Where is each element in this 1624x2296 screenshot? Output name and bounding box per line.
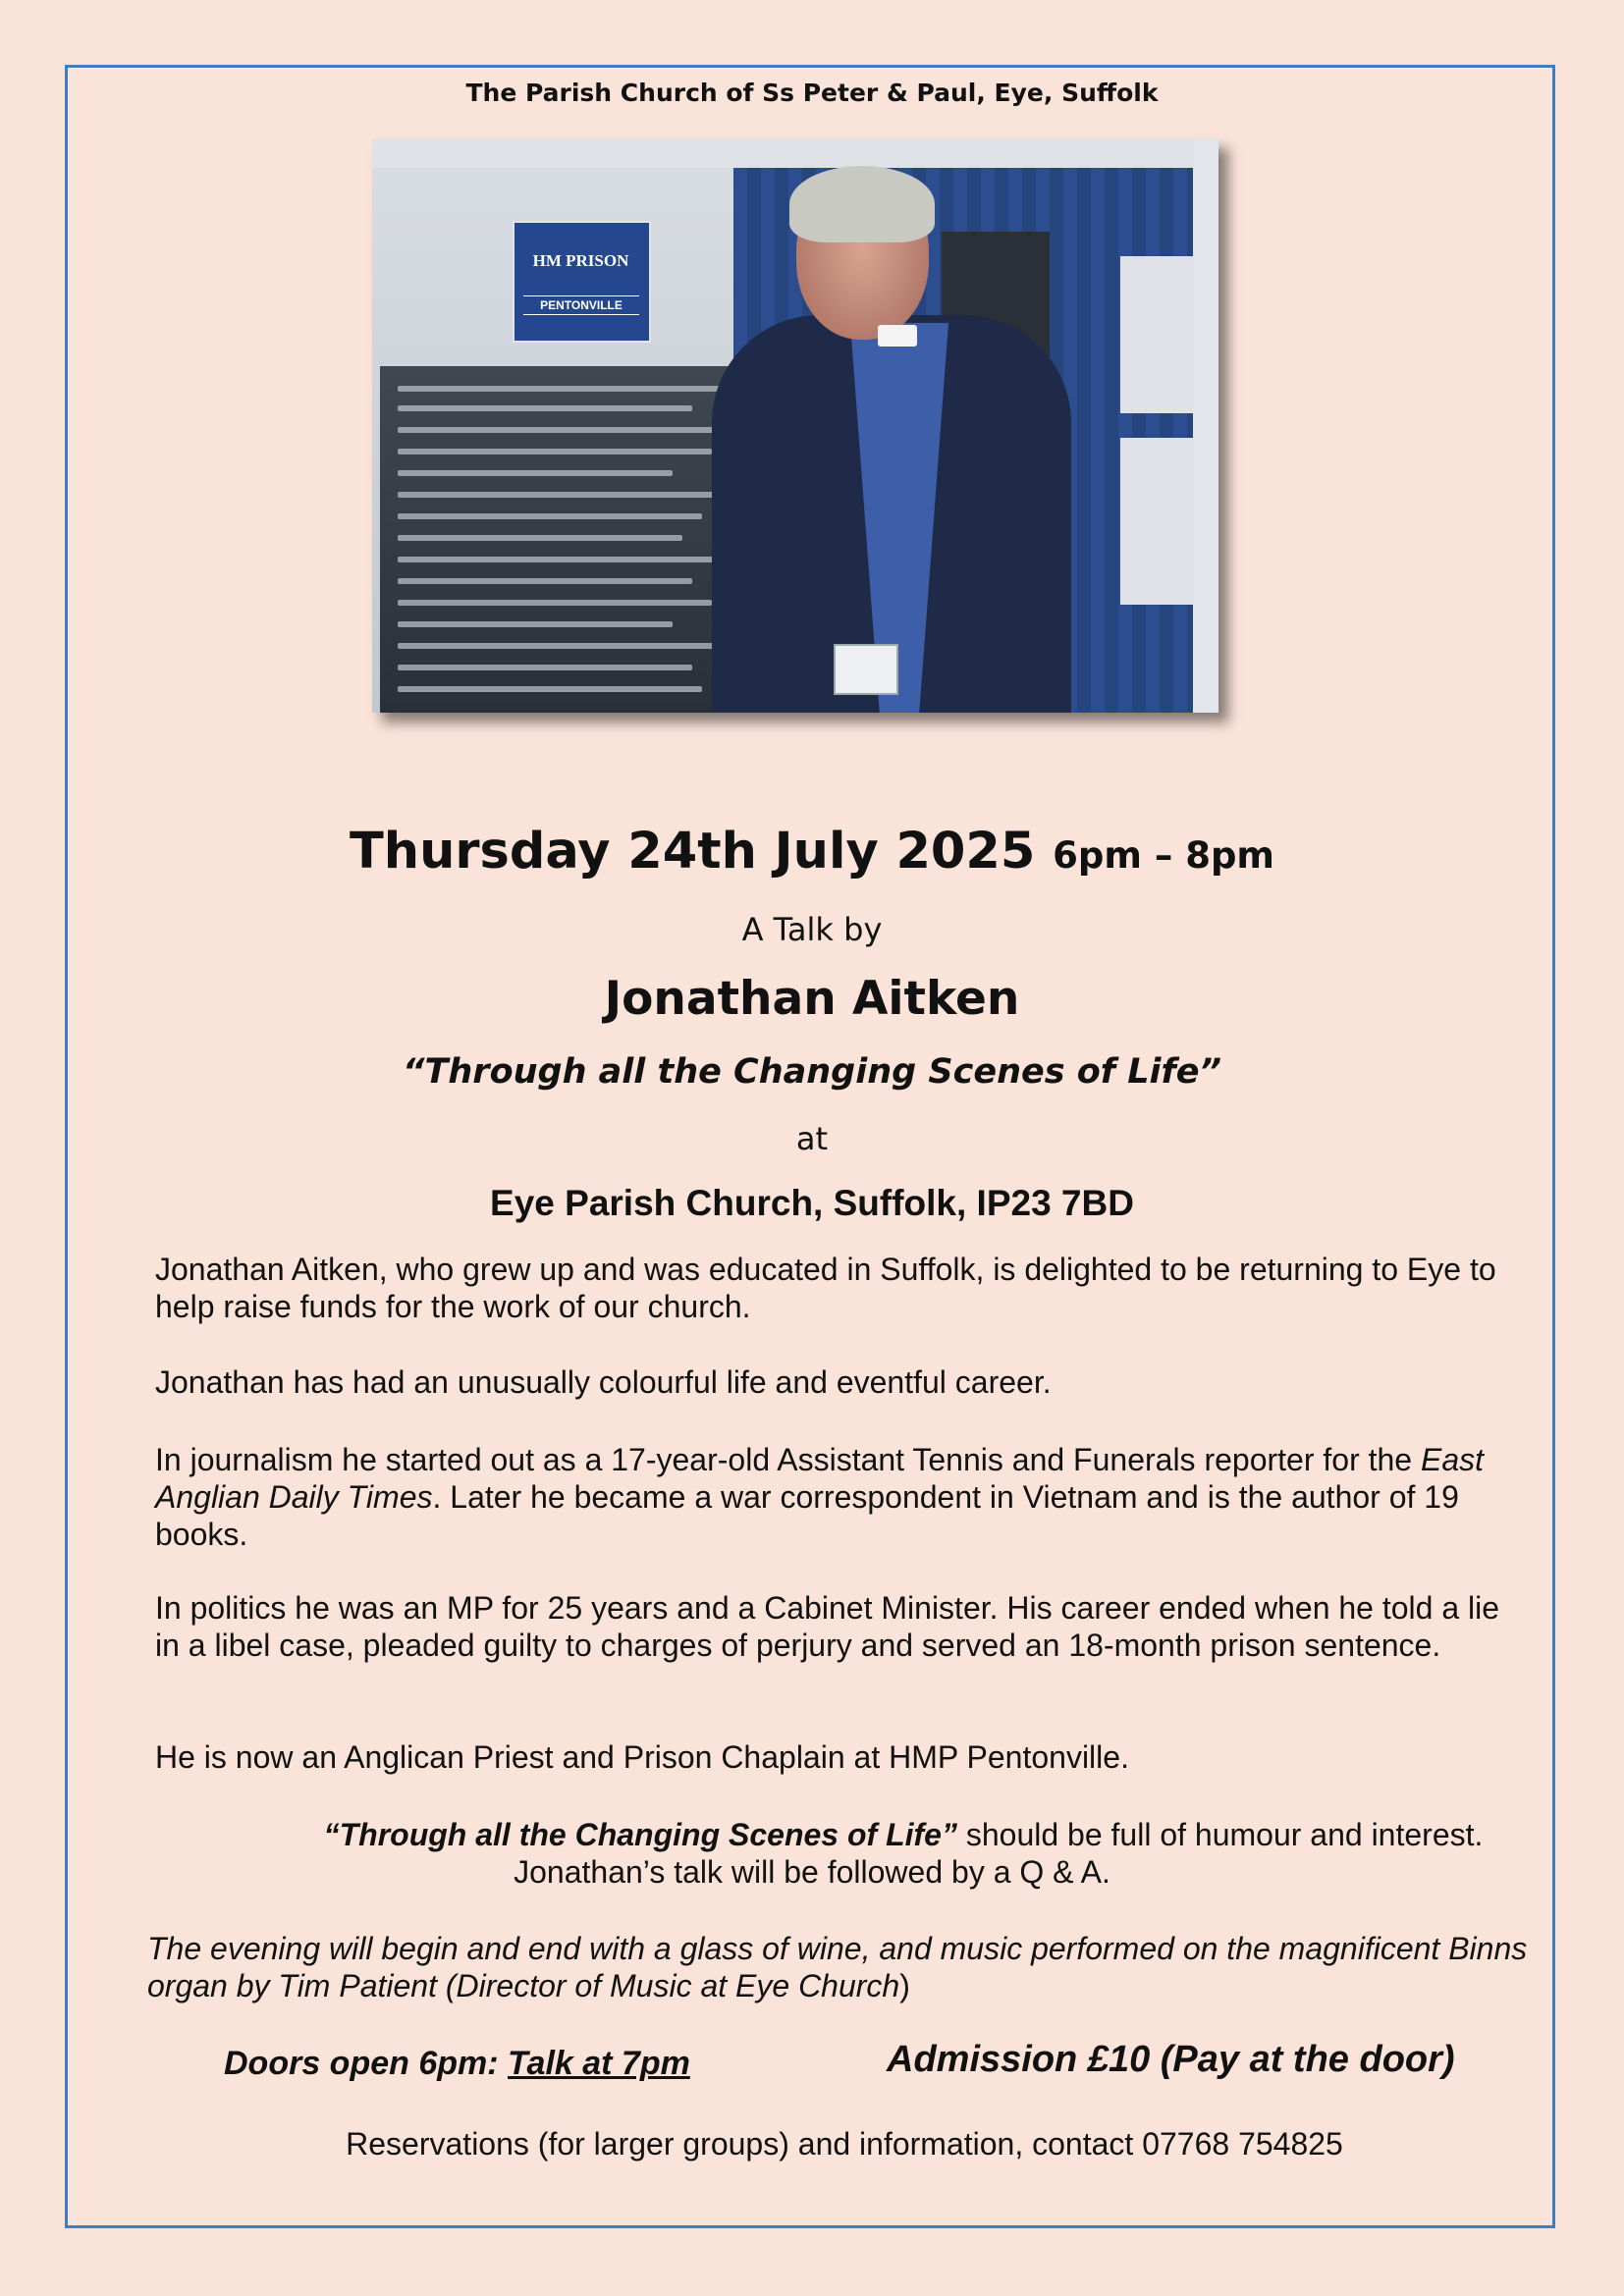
reservations: Reservations (for larger groups) and information, contact 07768 754825 [346,2126,1343,2162]
newspaper-name: East Anglian Daily Times [155,1442,1485,1515]
admission: Admission £10 (Pay at the door) [887,2039,1455,2080]
speaker-photo [372,138,1218,713]
paragraph-intro: Jonathan Aitken, who grew up and was educated in Suffolk, is delighted to be returning to Eye to help raise funds for the work of our church. [155,1252,1496,1324]
photo-trim-right [1193,138,1218,713]
notice-sheet-right [1120,256,1193,413]
lanyard-badge [834,644,898,695]
church-header: The Parish Church of Ss Peter & Paul, Eye, Suffolk [465,79,1159,107]
journalism-text-b: . Later he became a war correspondent in Vietnam and is the author of 19 books. [155,1479,1459,1552]
talk-time: Talk at 7pm [508,2045,690,2082]
event-date-line [0,823,1624,881]
doors-open-text: Doors open 6pm: [224,2045,509,2082]
paragraph-career: Jonathan has had an unusually colourful life and eventful career. [155,1364,1052,1400]
event-time: 6pm – 8pm [1053,834,1274,877]
qa-note: Jonathan’s talk will be followed by a Q & A. [514,1854,1110,1890]
speaker-hair [789,166,935,242]
evening-note-text: The evening will begin and end with a glass of wine, and music performed on the magnificent Binns organ by Tim Patient (Director of Music at Eye Church [147,1931,1528,2003]
prison-sign-subtitle: PENTONVILLE [523,295,639,315]
talk-title-inline: “Through all the Changing Scenes of Life” [323,1817,957,1852]
speaker-name: Jonathan Aitken [604,972,1020,1026]
photo-trim-top [372,138,1218,168]
event-date: Thursday 24th July 2025 [350,823,1036,881]
at-label: at [795,1120,829,1157]
venue: Eye Parish Church, Suffolk, IP23 7BD [490,1183,1134,1223]
prison-sign [513,221,651,343]
evening-note [147,1930,1542,2004]
talk-title: “Through all the Changing Scenes of Life” [402,1052,1222,1092]
paragraph-journalism [155,1441,1510,1553]
prison-sign-title: HM PRISON [532,251,629,270]
clerical-collar [878,325,917,347]
doors-open [224,2045,690,2083]
journalism-text-a: In journalism he started out as a 17-year-old Assistant Tennis and Funerals reporter for the [155,1442,1421,1477]
paragraph-priest: He is now an Anglican Priest and Prison Chaplain at HMP Pentonville. [155,1739,1129,1775]
talk-description-rest: should be full of humour and interest. [956,1817,1484,1852]
notice-sheet-right-2 [1120,438,1193,605]
talk-by: A Talk by [741,911,883,948]
paragraph-politics: In politics he was an MP for 25 years and a Cabinet Minister. His career ended when he told a lie in a libel case, pleaded guilty to charges of perjury and served an 18-month prison sentence. [155,1590,1500,1663]
evening-note-close: ) [899,1968,910,2003]
talk-description [0,1816,1624,1853]
